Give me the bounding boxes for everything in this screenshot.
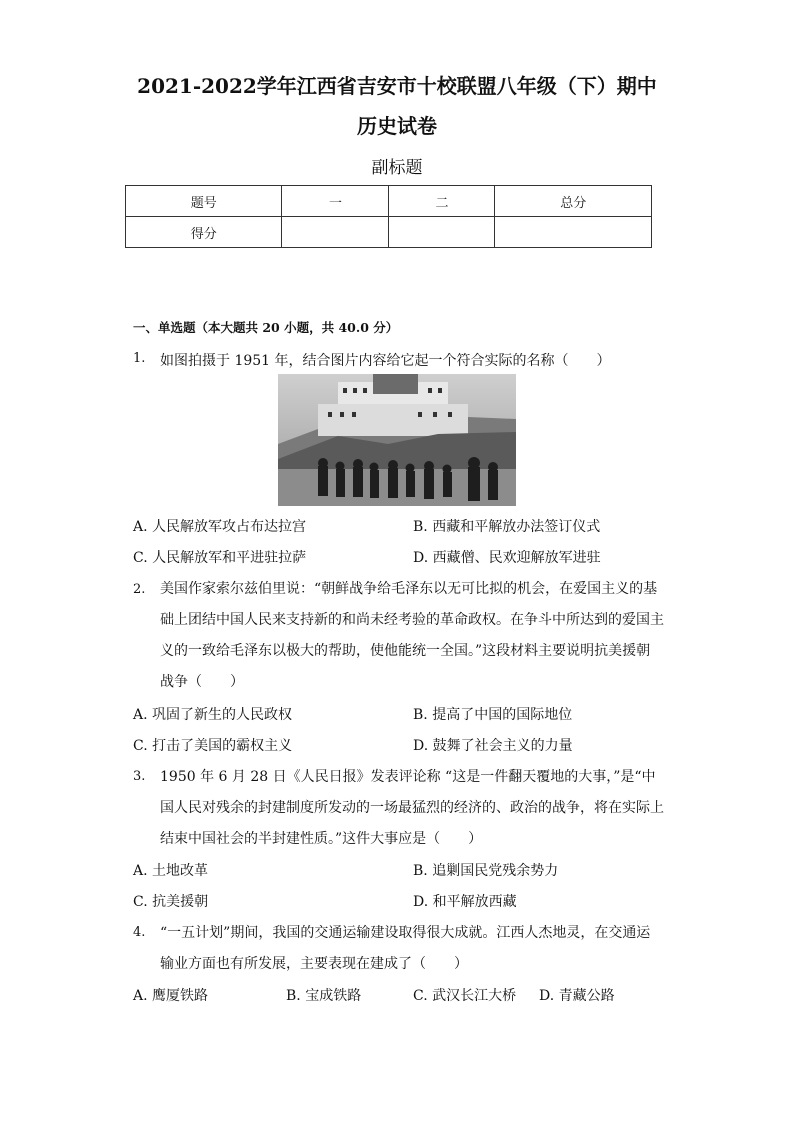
score-header-cell: 题号 (126, 186, 282, 217)
question-text: 础上团结中国人民来支持新的和尚未经考验的革命政权。在争斗中所达到的爱国主 (160, 612, 664, 628)
question-text: 战争（ ） (160, 674, 244, 690)
question-number: 4. (133, 925, 146, 940)
score-header-cell: 二 (389, 186, 495, 217)
question-text: “一五计划”期间，我国的交通运输建设取得很大成就。江西人杰地灵，在交通运 (160, 925, 651, 941)
option-c[interactable]: C. 打击了美国的霸权主义 (133, 738, 293, 754)
option-d[interactable]: D. 和平解放西藏 (413, 894, 517, 910)
score-table (125, 185, 652, 248)
question-text: 1950 年 6 月 28 日《人民日报》发表评论称 “这是一件翻天覆地的大事，”是“中 (160, 769, 656, 785)
subtitle: 副标题 (371, 158, 423, 178)
option-b[interactable]: B. 追剿国民党残余势力 (413, 863, 559, 879)
question-text: 义的一致给毛泽东以极大的帮助，使他能统一全国。”这段材料主要说明抗美援朝 (160, 643, 651, 659)
score-cell[interactable] (495, 217, 652, 248)
option-a[interactable]: A. 巩固了新生的人民政权 (133, 707, 293, 723)
question-text: 国人民对残余的封建制度所发动的一场最猛烈的经济的、政治的战争，将在实际上 (160, 800, 664, 816)
score-header-cell: 总分 (495, 186, 652, 217)
question-text: 美国作家索尔兹伯里说：“朝鲜战争给毛泽东以无可比拟的机会，在爱国主义的基 (160, 581, 658, 597)
exam-title-line2: 历史试卷 (357, 114, 437, 138)
option-c[interactable]: C. 人民解放军和平进驻拉萨 (133, 550, 307, 566)
question-number: 1. (133, 351, 146, 366)
option-b[interactable]: B. 提高了中国的国际地位 (413, 707, 573, 723)
question-number: 2. (133, 582, 146, 597)
score-cell[interactable] (389, 217, 495, 248)
score-row-label: 得分 (126, 217, 282, 248)
option-c[interactable]: C. 武汉长江大桥 (413, 988, 517, 1004)
section-heading: 一、单选题（本大题共 20 小题，共 40.0 分） (133, 320, 399, 335)
option-d[interactable]: D. 西藏僧、民欢迎解放军进驻 (413, 550, 601, 566)
question-number: 3. (133, 769, 146, 784)
option-d[interactable]: D. 青藏公路 (539, 988, 615, 1004)
potala-palace-photo (278, 374, 516, 506)
question-text: 输业方面也有所发展，主要表现在建成了（ ） (160, 956, 468, 972)
option-a[interactable]: A. 人民解放军攻占布达拉宫 (133, 519, 307, 535)
option-d[interactable]: D. 鼓舞了社会主义的力量 (413, 738, 573, 754)
option-a[interactable]: A. 土地改革 (133, 863, 209, 879)
score-table-score-row (126, 217, 652, 248)
score-table-header-row (126, 186, 652, 217)
exam-title-line1: 2021-2022学年江西省吉安市十校联盟八年级（下）期中 (137, 74, 657, 98)
score-header-cell: 一 (282, 186, 389, 217)
option-c[interactable]: C. 抗美援朝 (133, 894, 209, 910)
option-a[interactable]: A. 鹰厦铁路 (133, 988, 209, 1004)
score-cell[interactable] (282, 217, 389, 248)
option-b[interactable]: B. 宝成铁路 (286, 988, 362, 1004)
question-text: 结束中国社会的半封建性质。”这件大事应是（ ） (160, 831, 483, 847)
question-text: 如图拍摄于 1951 年，结合图片内容给它起一个符合实际的名称（ ） (160, 353, 611, 369)
option-b[interactable]: B. 西藏和平解放办法签订仪式 (413, 519, 601, 535)
